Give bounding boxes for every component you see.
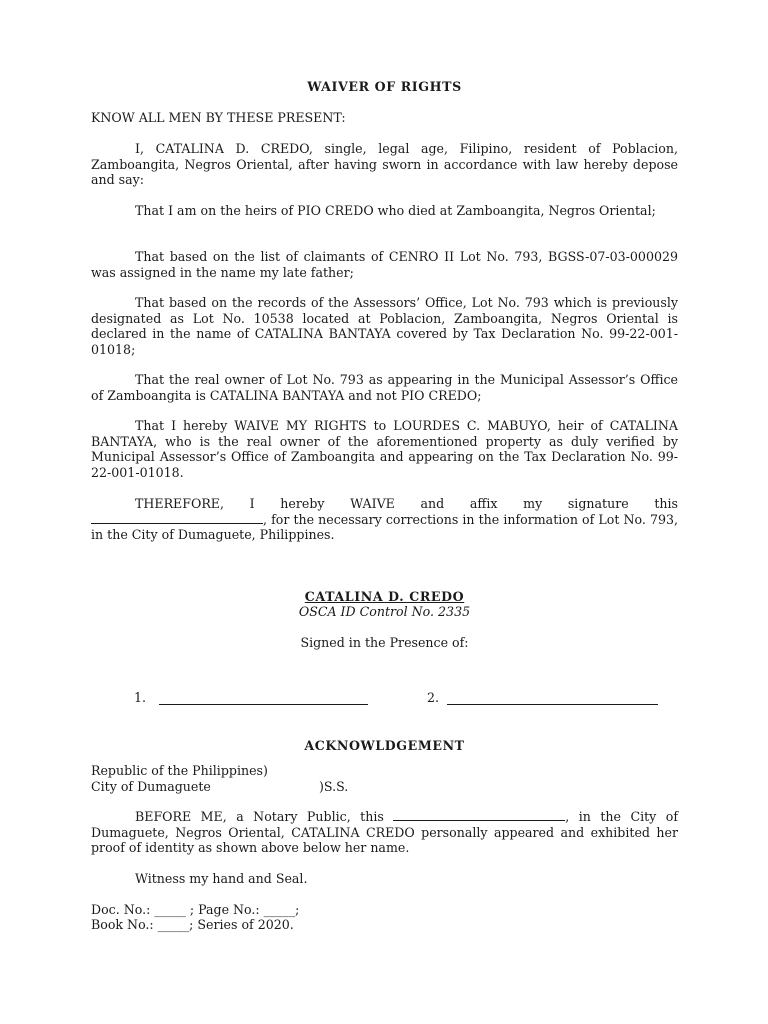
- paragraph-real-owner: That the real owner of Lot No. 793 as appearing in the Municipal Assessor’s Office of Zamboangita is CATALINA BANTAYA and not PIO CREDO;: [91, 372, 678, 403]
- paragraph-therefore: [91, 496, 678, 543]
- witness-hand-seal: Witness my hand and Seal.: [135, 871, 308, 886]
- therefore-end-text: , for the necessary corrections in the information of Lot No. 793, in the City of Dumaguete, Philippines.: [91, 511, 678, 543]
- paragraph-heirs: That I am on the heirs of PIO CREDO who died at Zamboangita, Negros Oriental;: [135, 203, 656, 218]
- document-page: [91, 0, 678, 1024]
- paragraph-before-me: [91, 809, 678, 856]
- signatory-name: CATALINA D. CREDO: [304, 589, 465, 604]
- opening-line: KNOW ALL MEN BY THESE PRESENT:: [91, 110, 346, 125]
- doc-page-number: Doc. No.: _____ ; Page No.: _____;: [91, 902, 300, 917]
- paragraph-waive-rights: That I hereby WAIVE MY RIGHTS to LOURDES C. MABUYO, heir of CATALINA BANTAYA, who is the real owner of the aforementioned property as duly verified by Municipal Assessor’s Office of Zamboangita and appearing on the Tax Declaration No. 99-22-001-01018.: [91, 418, 678, 480]
- before-end-text: , in the City of Dumaguete, Negros Oriental, CATALINA CREDO personally appeared and exhibited her proof of identity as shown above below her name.: [91, 809, 678, 856]
- witness-1-number: 1.: [134, 690, 147, 705]
- signed-presence-label: Signed in the Presence of:: [300, 635, 469, 650]
- paragraph-assessors-records: That based on the records of the Assessors’ Office, Lot No. 793 which is previously designated as Lot No. 10538 located at Poblacion, Zamboangita, Negros Oriental is declared in the name of CATALINA BANTAYA covered by Tax Declaration No. 99-22-001-01018;: [91, 295, 678, 357]
- witness-1-signature-line: [159, 704, 368, 705]
- witness-2-signature-line: [447, 704, 658, 705]
- document-title: WAIVER OF RIGHTS: [307, 79, 462, 94]
- witness-2-number: 2.: [427, 690, 440, 705]
- date-blank-line: [91, 512, 263, 524]
- signatory-id: OSCA ID Control No. 2335: [298, 604, 471, 619]
- venue-city: City of Dumaguete: [91, 779, 211, 794]
- venue-republic: Republic of the Philippines): [91, 763, 268, 778]
- before-start-text: BEFORE ME, a Notary Public, this: [135, 809, 384, 824]
- book-series-number: Book No.: _____; Series of 2020.: [91, 917, 294, 932]
- venue-ss: )S.S.: [319, 779, 349, 794]
- intro-paragraph: I, CATALINA D. CREDO, single, legal age, Filipino, resident of Poblacion, Zamboangita, Negros Oriental, after having sworn in accordance with law hereby depose and say:: [91, 141, 678, 188]
- therefore-start-text: THEREFORE, I hereby WAIVE and affix my signature this: [135, 496, 678, 511]
- notary-date-blank-line: [393, 809, 565, 821]
- paragraph-claimants: That based on the list of claimants of CENRO II Lot No. 793, BGSS-07-03-000029 was assigned in the name my late father;: [91, 249, 678, 280]
- acknowledgement-title: ACKNOWLDGEMENT: [304, 738, 465, 753]
